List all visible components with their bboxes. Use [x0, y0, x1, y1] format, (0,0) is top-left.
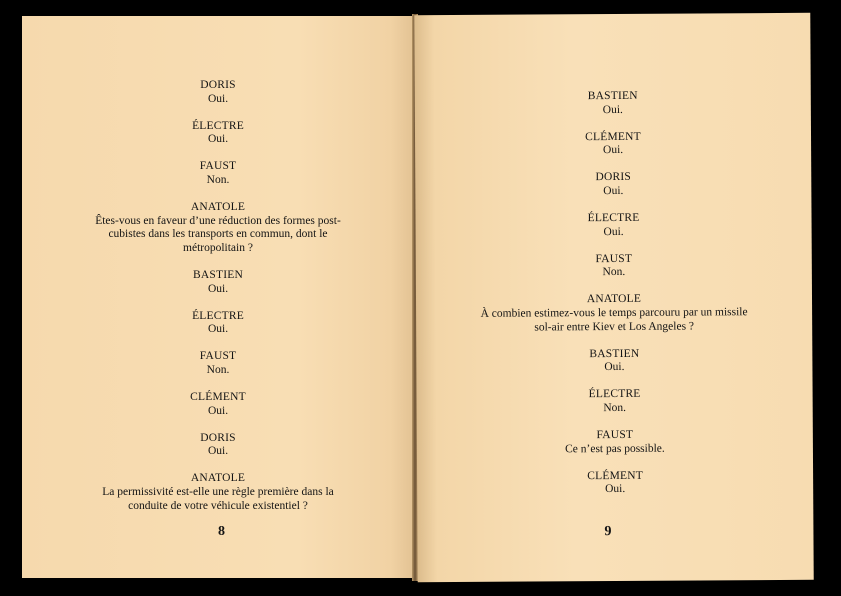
dialogue-line: Non. — [603, 401, 627, 415]
speaker-name: DORIS — [595, 171, 632, 184]
dialogue-line: Oui. — [603, 225, 624, 238]
page-number: 9 — [604, 524, 612, 540]
dialogue-block — [416, 252, 812, 282]
dialogue-block — [417, 387, 813, 417]
dialogue-line: Oui. — [603, 184, 624, 198]
dialogue-block — [415, 170, 811, 200]
dialogue-block — [22, 120, 414, 147]
dialogue-block — [417, 469, 813, 499]
dialogue-line: Oui. — [602, 103, 623, 116]
speaker-name: FAUST — [199, 160, 237, 173]
dialogue-block — [415, 129, 811, 159]
speaker-name: CLÉMENT — [585, 130, 641, 143]
speaker-name: ÉLECTRE — [588, 388, 641, 401]
speaker-name: ÉLECTRE — [192, 309, 244, 322]
dialogue-block — [416, 292, 812, 335]
speaker-name: FAUST — [595, 252, 633, 265]
dialogue-block — [415, 211, 811, 241]
speaker-name: BASTIEN — [589, 347, 640, 360]
dialogue-line: Oui. — [207, 445, 229, 458]
dialogue-line: À combien estimez-vous le temps parcouru par un missile sol-air entre Kiev et Los Angeles ? — [480, 306, 748, 334]
speaker-name: ANATOLE — [190, 472, 246, 485]
dialogue-line: Ce n’est pas possible. — [565, 442, 665, 455]
left-page — [22, 16, 414, 578]
speaker-name: DORIS — [200, 79, 236, 91]
dialogue-block — [22, 472, 414, 513]
speaker-name: ÉLECTRE — [587, 211, 640, 225]
speaker-name: ANATOLE — [190, 201, 246, 214]
dialogue-line: Non. — [206, 363, 230, 376]
speaker-name: FAUST — [199, 350, 237, 363]
speaker-name: ANATOLE — [586, 293, 642, 306]
dialogue-line: Non. — [602, 266, 626, 279]
dialogue-block — [22, 310, 414, 337]
speaker-name: CLÉMENT — [587, 469, 643, 482]
dialogue-block — [22, 432, 414, 459]
dialogue-block — [415, 89, 811, 119]
right-dialogue-column — [415, 89, 814, 512]
dialogue-block — [22, 79, 414, 106]
dialogue-line: Oui. — [207, 323, 229, 336]
dialogue-line: Non. — [206, 173, 230, 186]
dialogue-block — [22, 201, 414, 255]
dialogue-line: Oui. — [207, 282, 229, 295]
dialogue-block — [22, 391, 414, 418]
left-dialogue-column — [22, 79, 414, 527]
speaker-name: CLÉMENT — [190, 391, 246, 403]
dialogue-line: Oui. — [604, 361, 625, 374]
page-number: 8 — [218, 524, 225, 539]
speaker-name: BASTIEN — [587, 89, 638, 103]
dialogue-line: Oui. — [207, 404, 229, 417]
right-page — [414, 13, 813, 582]
dialogue-line: Oui. — [207, 133, 229, 146]
dialogue-block — [417, 428, 813, 458]
speaker-name: BASTIEN — [193, 268, 243, 281]
dialogue-block — [22, 269, 414, 296]
dialogue-block — [22, 350, 414, 377]
speaker-name: DORIS — [200, 431, 236, 444]
speaker-name: ÉLECTRE — [192, 119, 244, 132]
dialogue-line: Oui. — [207, 92, 229, 105]
dialogue-line: Êtes-vous en faveur d’une réduction des formes post-cubistes dans les transports en commun, dont le métropolitain ? — [95, 214, 341, 254]
dialogue-line: Oui. — [603, 144, 624, 157]
speaker-name: FAUST — [596, 428, 634, 442]
dialogue-line: La permissivité est-elle une règle première dans la conduite de votre véhicule existentiel ? — [102, 485, 334, 512]
dialogue-line: Oui. — [605, 483, 626, 496]
dialogue-block — [416, 347, 812, 377]
dialogue-block — [22, 160, 414, 187]
